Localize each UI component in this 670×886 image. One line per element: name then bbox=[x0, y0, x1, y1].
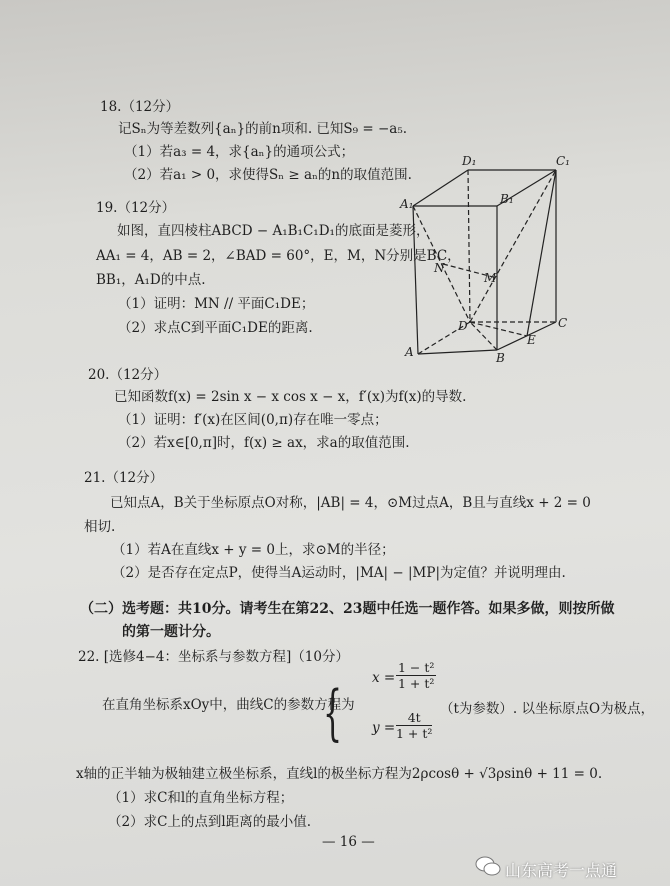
q22-part1: （1）求C和l的直角坐标方程； bbox=[108, 790, 294, 806]
q19-title: 19.（12分） bbox=[96, 200, 176, 216]
q21-title: 21.（12分） bbox=[84, 470, 164, 486]
q20-part1: （1）证明：f′(x)在区间(0,π)存在唯一零点； bbox=[118, 412, 388, 428]
watermark: 山东高考一点通 bbox=[505, 861, 618, 880]
section-2-instructions-cont: 的第一题计分。 bbox=[122, 624, 220, 640]
x-fraction bbox=[396, 660, 436, 691]
prism-figure bbox=[0, 0, 670, 400]
q20-stem: 已知函数f(x) = 2sin x − x cos x − x，f′(x)为f(x)的导数. bbox=[114, 389, 467, 405]
label-N: N bbox=[434, 261, 445, 275]
label-C: C bbox=[558, 316, 568, 330]
q19-part2: （2）求点C到平面C₁DE的距离. bbox=[118, 320, 313, 336]
q21-part2: （2）是否存在定点P，使得当A运动时，|MA| − |MP|为定值？并说明理由. bbox=[112, 565, 566, 581]
q22-stem-pre: 在直角坐标系xOy中，曲线C的参数方程为 bbox=[102, 697, 355, 713]
q18-stem: 记Sₙ为等差数列{aₙ}的前n项和. 已知S₉ = −a₅. bbox=[118, 121, 408, 137]
y-numerator: 4t bbox=[396, 710, 432, 726]
q19-stem-1: 如图，直四棱柱ABCD − A₁B₁C₁D₁的底面是菱形， bbox=[117, 223, 430, 239]
label-E: E bbox=[527, 333, 536, 347]
label-A1: A₁ bbox=[400, 197, 414, 211]
q22-stem-post: （t为参数）. 以坐标原点O为极点， bbox=[440, 701, 655, 717]
label-B1: B₁ bbox=[500, 192, 514, 206]
q18-part1: （1）若a₃ = 4，求{aₙ}的通项公式； bbox=[124, 144, 355, 160]
q19-part1: （1）证明：MN // 平面C₁DE； bbox=[118, 296, 315, 312]
x-eq: x = bbox=[372, 670, 396, 686]
edge bbox=[413, 170, 468, 206]
wechat-icon bbox=[475, 855, 501, 877]
q19-stem-2: AA₁ = 4，AB = 2，∠BAD = 60°，E，M，N分别是BC， bbox=[96, 248, 461, 264]
q20-part2: （2）若x∈[0,π]时，f(x) ≥ ax，求a的取值范围. bbox=[118, 435, 410, 451]
edge bbox=[418, 350, 497, 354]
y-eq: y = bbox=[372, 720, 396, 736]
y-fraction bbox=[396, 710, 432, 741]
page-number: — 16 — bbox=[322, 834, 375, 850]
q21-stem-1: 已知点A，B关于坐标原点O对称，|AB| = 4，⊙M过点A，B且与直线x + 2 = 0 bbox=[110, 495, 591, 511]
label-C1: C₁ bbox=[556, 154, 570, 168]
q18-part2: （2）若a₁ > 0，求使得Sₙ ≥ aₙ的n的取值范围. bbox=[124, 167, 412, 183]
label-D: D bbox=[458, 319, 468, 333]
q20-title: 20.（12分） bbox=[88, 367, 168, 383]
brace: { bbox=[323, 678, 343, 748]
q21-stem-2: 相切. bbox=[84, 519, 116, 535]
label-D1: D₁ bbox=[462, 154, 477, 168]
label-M: M bbox=[484, 271, 497, 285]
x-denominator: 1 + t² bbox=[398, 676, 435, 691]
q18-title: 18.（12分） bbox=[100, 99, 180, 115]
label-A: A bbox=[405, 345, 414, 359]
label-B: B bbox=[496, 351, 505, 365]
section-2-instructions: （二）选考题：共10分。请考生在第22、23题中任选一题作答。如果多做，则按所做 bbox=[80, 601, 615, 617]
q22-part2: （2）求C上的点到l距离的最小值. bbox=[108, 814, 312, 830]
x-numerator: 1 − t² bbox=[398, 660, 435, 675]
q22-title: 22. [选修4−4：坐标系与参数方程]（10分） bbox=[78, 649, 349, 665]
y-denominator: 1 + t² bbox=[396, 726, 433, 741]
q22-stem-2: x轴的正半轴为极轴建立极坐标系，直线l的极坐标方程为2ρcosθ + √3ρsinθ + 11 = 0. bbox=[76, 766, 603, 782]
q21-part1: （1）若A在直线x + y = 0上，求⊙M的半径； bbox=[112, 542, 395, 558]
edge bbox=[413, 206, 418, 354]
q19-stem-3: BB₁，A₁D的中点. bbox=[96, 272, 206, 288]
